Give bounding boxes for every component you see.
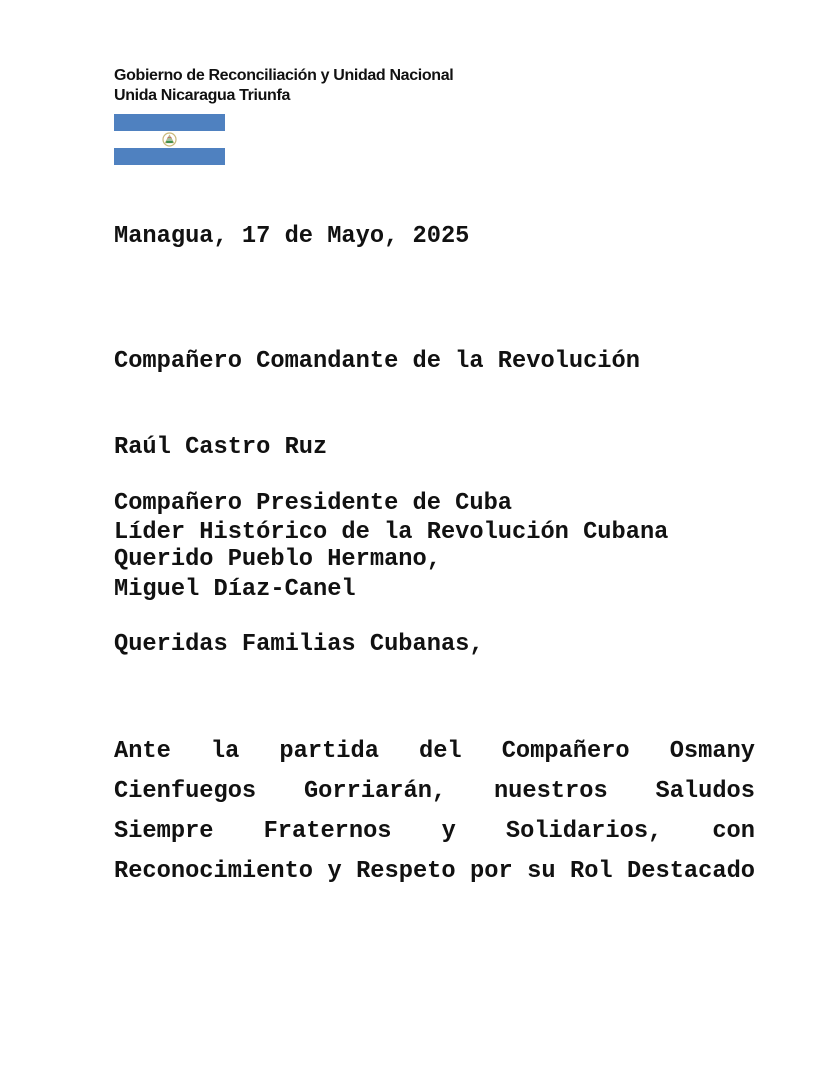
recipient-name: Miguel Díaz-Canel <box>114 575 356 603</box>
salutation-1: Querido Pueblo Hermano, <box>114 546 441 573</box>
salutation-2: Queridas Familias Cubanas, <box>114 631 484 658</box>
recipient-title: Compañero Comandante de la Revolución <box>114 348 640 375</box>
flag-top-stripe <box>114 114 225 131</box>
date-line: Managua, 17 de Mayo, 2025 <box>114 223 470 250</box>
recipient-block-2 <box>114 433 512 633</box>
body-line: Siempre Fraternos y Solidarios, con <box>114 818 755 845</box>
body-paragraph <box>114 732 755 892</box>
recipient-name: Raúl Castro Ruz <box>114 433 328 461</box>
recipient-role: Líder Histórico de la Revolución Cubana <box>114 519 669 546</box>
letterhead <box>114 66 453 106</box>
body-line: Cienfuegos Gorriarán, nuestros Saludos <box>114 778 755 805</box>
flag-bottom-stripe <box>114 148 225 165</box>
nicaragua-flag-icon <box>114 114 225 165</box>
recipient-title: Compañero Presidente de Cuba <box>114 490 513 517</box>
letterhead-government-name: Gobierno de Reconciliación y Unidad Nacional <box>114 67 454 84</box>
body-line: Ante la partida del Compañero Osmany <box>114 738 755 765</box>
letterhead-slogan: Unida Nicaragua Triunfa <box>114 87 290 104</box>
coat-of-arms-icon <box>162 132 177 147</box>
body-line: Reconocimiento y Respeto por su Rol Destacado <box>114 858 755 885</box>
